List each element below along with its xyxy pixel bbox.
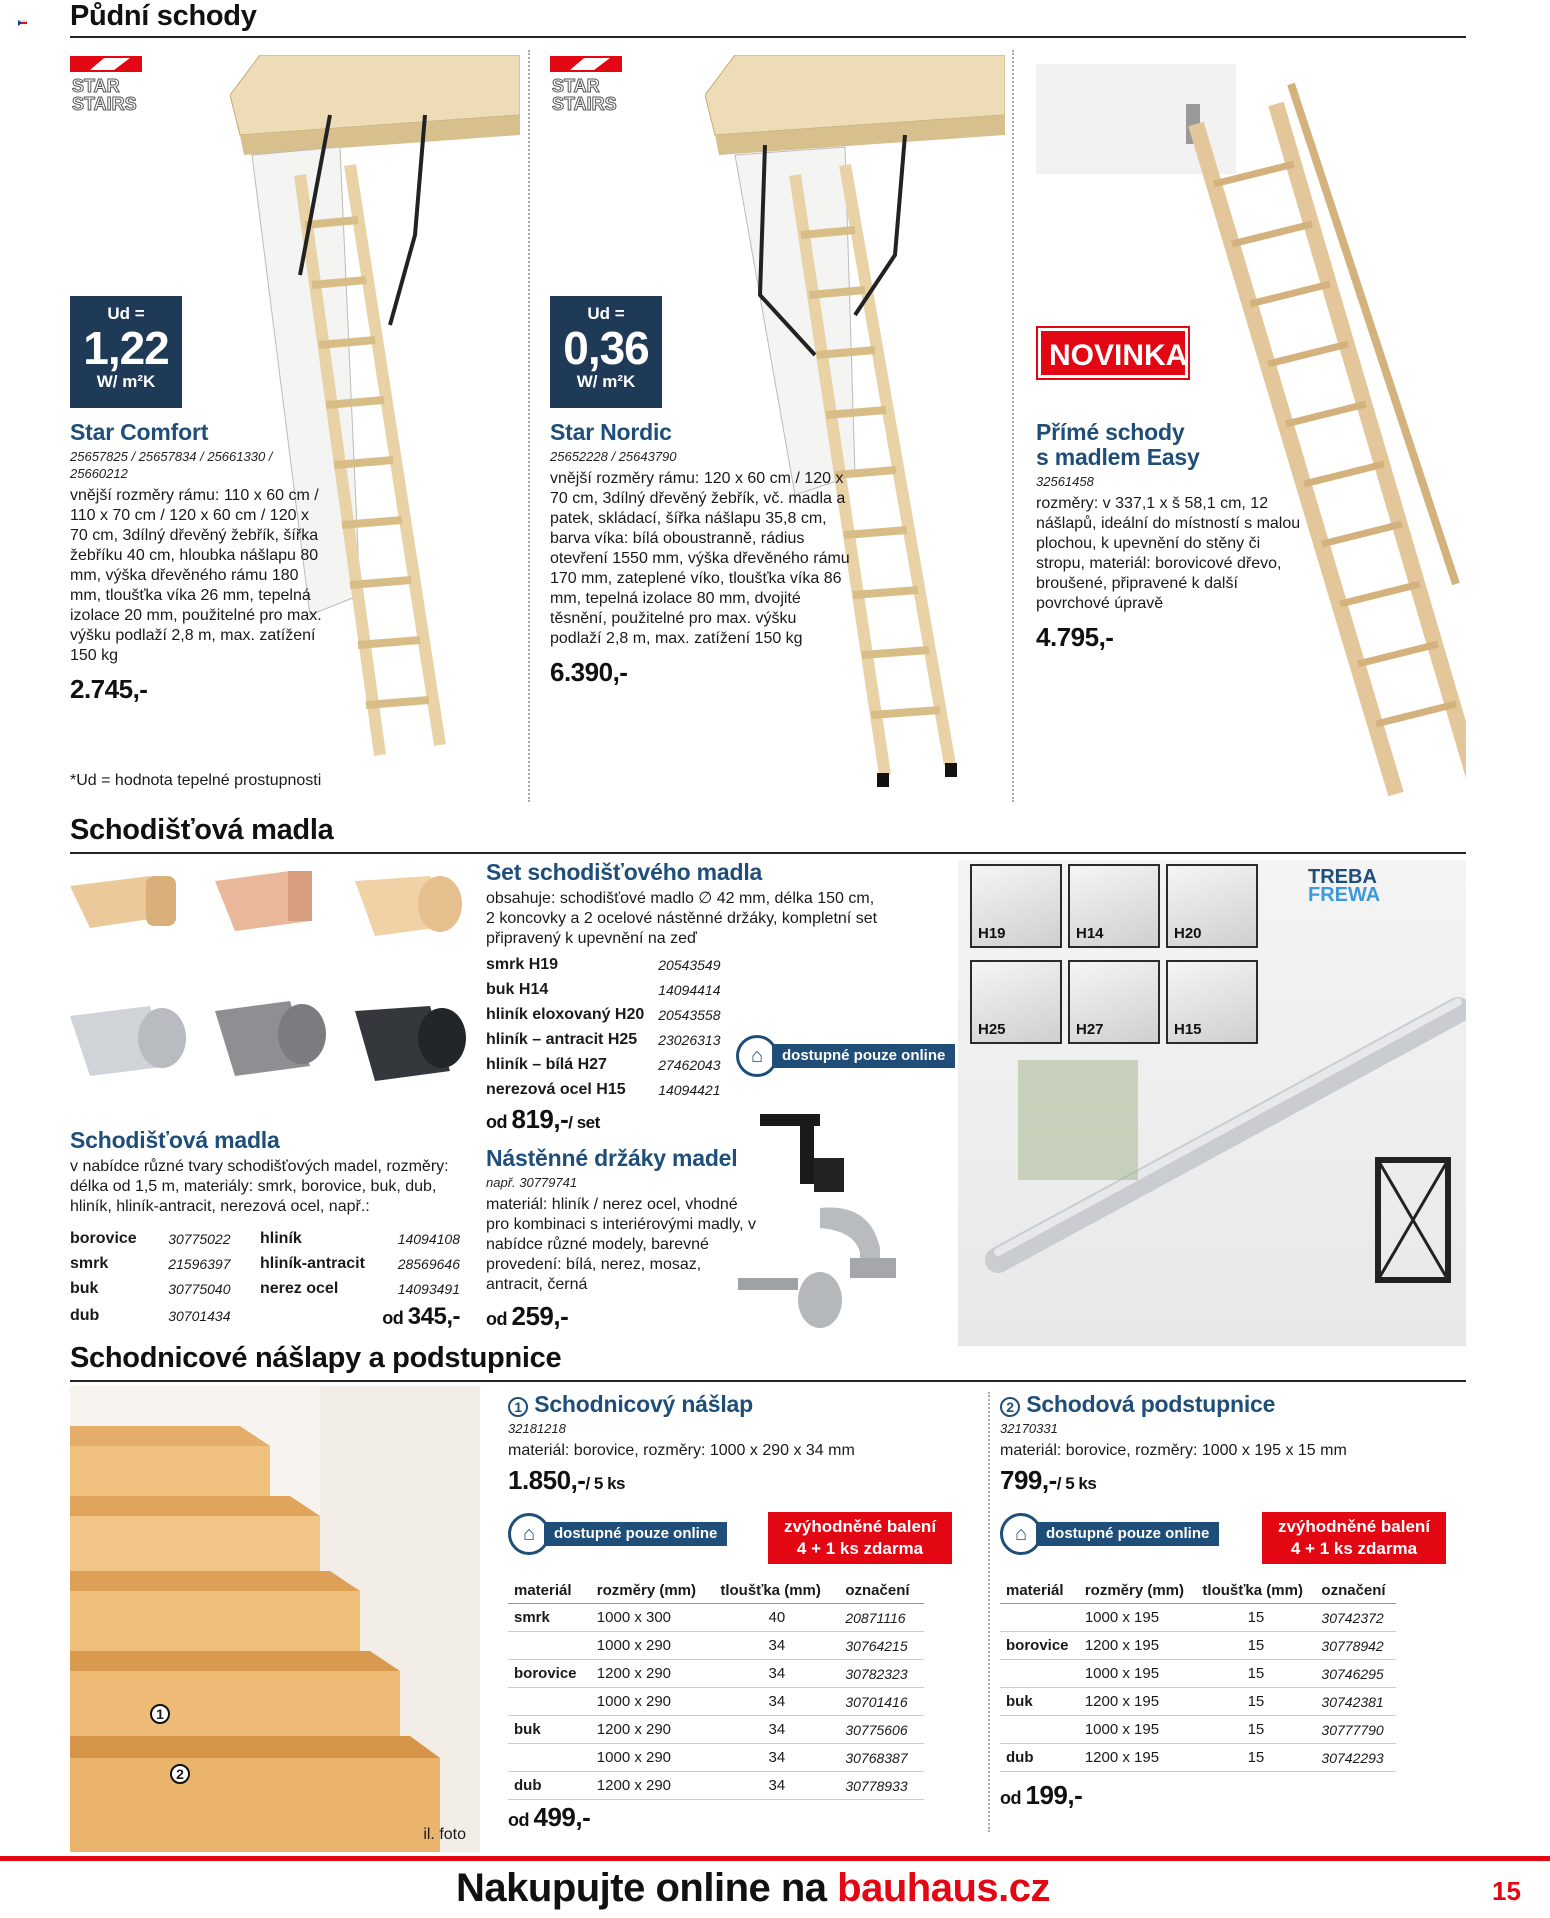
star-stairs-logo <box>70 56 142 117</box>
table-row <box>508 1688 924 1716</box>
cell-code: 30742293 <box>1315 1744 1396 1772</box>
cell-material: borovice <box>1000 1632 1079 1660</box>
price-prefix: od <box>382 1308 408 1328</box>
easy-stairs-name-2: s madlem Easy <box>1036 444 1200 470</box>
rail-set-price <box>486 1104 600 1135</box>
set-code: 20543558 <box>658 1006 721 1023</box>
rails-section-title: Schodišťová madla <box>70 814 334 846</box>
table-row <box>1000 1604 1396 1632</box>
cell-code: 30746295 <box>1315 1660 1396 1688</box>
tread-promo-badge <box>768 1512 952 1564</box>
rail-set-info <box>486 860 886 949</box>
variant-tile-h20[interactable] <box>1166 864 1258 948</box>
table-row <box>1000 1688 1396 1716</box>
variant-label: H15 <box>1174 1021 1202 1038</box>
cell-material <box>508 1688 591 1716</box>
price-value: 499,- <box>533 1802 591 1832</box>
riser-online-badge[interactable] <box>1000 1516 1219 1552</box>
set-code: 20543549 <box>658 956 721 973</box>
cell-thickness: 34 <box>714 1772 839 1800</box>
column-divider <box>988 1392 990 1832</box>
col-header: rozměry (mm) <box>1079 1578 1197 1604</box>
brackets-price <box>486 1301 756 1332</box>
brackets-desc: materiál: hliník / nerez ocel, vhodné pro kombinaci s interiérovými madly, v nabídce různé modely, barevné provedení: bílá, nerez, mosaz, antracit, černá <box>486 1196 757 1293</box>
price-value: 819,- <box>511 1104 569 1134</box>
cell-code: 30764215 <box>839 1632 924 1660</box>
svg-text:STAIRS: STAIRS <box>72 94 137 112</box>
cell-thickness: 34 <box>714 1716 839 1744</box>
set-variant: hliník – bílá H27 <box>486 1055 607 1073</box>
cart-icon: ⌂ <box>736 1035 778 1077</box>
brackets-info <box>486 1146 756 1332</box>
steps-rule <box>70 1380 1466 1382</box>
ud-value: 0,36 <box>563 322 649 374</box>
variant-label: H25 <box>978 1021 1006 1038</box>
set-code: 23026313 <box>658 1031 721 1048</box>
tread-price <box>508 1465 978 1496</box>
set-variant: hliník – antracit H25 <box>486 1030 638 1048</box>
column-divider <box>528 50 530 802</box>
price-suffix: / set <box>568 1113 600 1132</box>
ud-label: Ud = <box>587 304 625 323</box>
photo-note: il. foto <box>423 1826 466 1843</box>
riser-table <box>1000 1578 1396 1772</box>
cell-code: 30778933 <box>839 1772 924 1800</box>
cell-material: buk <box>1000 1688 1079 1716</box>
cell-code: 30742372 <box>1315 1604 1396 1632</box>
variant-tile-h14[interactable] <box>1068 864 1160 948</box>
variant-label: H27 <box>1076 1021 1104 1038</box>
cell-code: 30782323 <box>839 1660 924 1688</box>
rail-set-online-badge[interactable] <box>736 1038 955 1074</box>
table-header <box>1000 1578 1396 1604</box>
cart-icon: ⌂ <box>508 1513 550 1555</box>
rail-material: smrk <box>70 1254 109 1272</box>
variant-label: H20 <box>1174 925 1202 942</box>
brackets-name: Nástěnné držáky madel <box>486 1145 738 1171</box>
table-row <box>1000 1716 1396 1744</box>
table-row <box>1000 1744 1396 1772</box>
table-row <box>70 1276 260 1301</box>
cell-code: 20871116 <box>839 1604 924 1632</box>
price-suffix: / 5 ks <box>1056 1474 1097 1493</box>
stairs-photo <box>70 1386 480 1852</box>
tread-code: 32181218 <box>508 1421 566 1436</box>
variant-tile-h15[interactable] <box>1166 960 1258 1044</box>
set-variant: nerezová ocel H15 <box>486 1080 626 1098</box>
online-badge-label: dostupné pouze online <box>544 1522 727 1546</box>
cell-size: 1200 x 290 <box>591 1772 715 1800</box>
cell-material: smrk <box>508 1604 591 1632</box>
cell-material <box>1000 1716 1079 1744</box>
table-row <box>260 1251 460 1276</box>
cell-thickness: 15 <box>1196 1688 1315 1716</box>
cell-code: 30742381 <box>1315 1688 1396 1716</box>
price-value: 1.850,- <box>508 1465 586 1495</box>
riser-desc: materiál: borovice, rozměry: 1000 x 195 x 15 mm <box>1000 1442 1347 1459</box>
tread-table <box>508 1578 924 1800</box>
rail-material: hliník-antracit <box>260 1254 365 1272</box>
rail-code: 30701434 <box>168 1308 231 1324</box>
cell-material: dub <box>508 1772 591 1800</box>
rails-info <box>70 1128 460 1217</box>
tread-online-badge[interactable] <box>508 1516 727 1552</box>
cell-material <box>508 1744 591 1772</box>
promo-line-2: 4 + 1 ks zdarma <box>1290 1539 1418 1558</box>
footer-brand-link[interactable]: bauhaus.cz <box>837 1866 1050 1910</box>
rail-profiles-photo <box>70 866 470 1116</box>
rails-desc: v nabídce různé tvary schodišťových madel, rozměry: délka od 1,5 m, materiály: smrk, borovice, buk, dub, hliník, hliník-antracit, nerezová ocel, např.: <box>70 1158 449 1215</box>
cell-thickness: 34 <box>714 1632 839 1660</box>
col-header: tloušťka (mm) <box>714 1578 839 1604</box>
cell-thickness: 34 <box>714 1744 839 1772</box>
tread-from-price <box>508 1802 590 1833</box>
star-stairs-logo-icon <box>70 56 142 112</box>
set-code: 14094414 <box>658 981 721 998</box>
treba-frewa-logo <box>1308 868 1380 904</box>
rail-material: nerez ocel <box>260 1279 339 1297</box>
star-comfort-info <box>70 420 330 705</box>
star-stairs-logo-2 <box>550 56 622 117</box>
rail-set-name: Set schodišťového madla <box>486 859 763 885</box>
table-row <box>70 1226 260 1251</box>
ud-label: Ud = <box>107 304 145 323</box>
cart-icon: ⌂ <box>1000 1513 1042 1555</box>
cell-thickness: 15 <box>1196 1632 1315 1660</box>
easy-stairs-info <box>1036 420 1306 653</box>
col-header: materiál <box>1000 1578 1079 1604</box>
table-row <box>508 1632 924 1660</box>
brand-line-1: TREBA <box>1308 866 1377 888</box>
price-prefix: od <box>508 1810 534 1830</box>
price-value: 345,- <box>407 1303 460 1330</box>
svg-text:STAR: STAR <box>72 76 120 96</box>
marker-2: 2 <box>170 1764 190 1784</box>
cell-code: 30778942 <box>1315 1632 1396 1660</box>
cell-thickness: 15 <box>1196 1604 1315 1632</box>
riser-code: 32170331 <box>1000 1421 1058 1436</box>
rails-price <box>375 1301 460 1333</box>
easy-stairs-price: 4.795,- <box>1036 622 1114 652</box>
rail-code: 30775040 <box>168 1280 231 1297</box>
easy-stairs-desc: rozměry: v 337,1 x š 58,1 cm, 12 nášlapů, ideální do místností s malou plochou, k upevnění do stěny či stropu, materiál: borovicové dřevo, broušené, připravené k další povrchové úpravě <box>1036 495 1301 612</box>
price-value: 199,- <box>1025 1780 1083 1810</box>
riser-info <box>1000 1392 1466 1496</box>
cell-size: 1200 x 195 <box>1079 1744 1197 1772</box>
variant-tile-h19[interactable] <box>970 864 1062 948</box>
set-variant: hliník eloxovaný H20 <box>486 1005 645 1023</box>
column-divider <box>1012 50 1014 802</box>
star-nordic-name: Star Nordic <box>550 419 672 445</box>
cell-thickness: 34 <box>714 1688 839 1716</box>
flag-icon <box>18 20 27 26</box>
riser-promo-badge <box>1262 1512 1446 1564</box>
riser-name <box>1000 1392 1466 1417</box>
cell-size: 1000 x 195 <box>1079 1604 1197 1632</box>
price-value: 799,- <box>1000 1465 1057 1495</box>
ud-unit: W/ m²K <box>576 372 636 391</box>
cell-thickness: 15 <box>1196 1660 1315 1688</box>
cell-material <box>1000 1604 1079 1632</box>
cell-size: 1000 x 195 <box>1079 1660 1197 1688</box>
set-variant: buk H14 <box>486 980 549 998</box>
steps-section-title: Schodnicové nášlapy a podstupnice <box>70 1342 562 1374</box>
rail-set-table <box>486 952 726 1102</box>
tread-title: Schodnicový nášlap <box>534 1391 754 1417</box>
table-row <box>508 1716 924 1744</box>
brackets-code: např. 30779741 <box>486 1175 578 1190</box>
cell-size: 1200 x 195 <box>1079 1688 1197 1716</box>
riser-price <box>1000 1465 1466 1496</box>
brand-line-2: FREWA <box>1308 884 1381 906</box>
star-nordic-info <box>550 420 850 688</box>
rail-code: 14094108 <box>397 1230 460 1247</box>
col-header: označení <box>1315 1578 1396 1604</box>
cell-size: 1000 x 300 <box>591 1604 715 1632</box>
riser-title: Schodová podstupnice <box>1026 1391 1276 1417</box>
table-row <box>486 1052 726 1077</box>
promo-line-2: 4 + 1 ks zdarma <box>796 1539 924 1558</box>
price-suffix: / 5 ks <box>585 1474 625 1493</box>
price-prefix: od <box>486 1309 512 1329</box>
star-nordic-desc: vnější rozměry rámu: 120 x 60 cm / 120 x 70 cm, 3dílný dřevěný žebřík, vč. madla a patek, skládací, šířka nášlapu 35,8 cm, barva víka: bílá oboustranně, rádius otevření 1550 mm, výška dřevěného rámu 170 mm, zateplené víko, tloušťka víka 86 mm, tepelná izolace 80 mm, dvojité těsnění, použitelné pro max. výšku podlaží 2,8 m, max. zatížení 150 kg <box>550 470 850 647</box>
page-number: 15 <box>1492 1876 1521 1906</box>
cell-material: borovice <box>508 1660 591 1688</box>
star-comfort-price: 2.745,- <box>70 674 148 704</box>
price-prefix: od <box>1000 1788 1026 1808</box>
cell-size: 1000 x 290 <box>591 1688 715 1716</box>
marker-1: 1 <box>150 1704 170 1724</box>
table-row <box>486 1027 726 1052</box>
rail-material: dub <box>70 1307 100 1324</box>
svg-text:STAIRS: STAIRS <box>552 94 617 112</box>
cell-material <box>508 1632 591 1660</box>
rails-product-name: Schodišťová madla <box>70 1127 280 1153</box>
easy-stairs-code: 32561458 <box>1036 474 1094 489</box>
cell-material: buk <box>508 1716 591 1744</box>
variant-tile-h25[interactable] <box>970 960 1062 1044</box>
star-stairs-logo-icon <box>550 56 622 112</box>
cell-material: dub <box>1000 1744 1079 1772</box>
table-row <box>1000 1660 1396 1688</box>
tread-desc: materiál: borovice, rozměry: 1000 x 290 x 34 mm <box>508 1442 855 1459</box>
easy-stairs-name-1: Přímé schody <box>1036 419 1185 445</box>
rail-code: 28569646 <box>397 1255 460 1272</box>
promo-line-1: zvýhodněné balení <box>1277 1517 1431 1536</box>
table-row <box>70 1251 260 1276</box>
footer-cta[interactable] <box>456 1866 1050 1911</box>
price-prefix: od <box>486 1112 512 1132</box>
table-row <box>486 952 726 977</box>
star-comfort-name: Star Comfort <box>70 419 209 445</box>
riser-num: 2 <box>1000 1397 1020 1417</box>
set-code: 14094421 <box>658 1081 721 1098</box>
cell-code: 30768387 <box>839 1744 924 1772</box>
promo-line-1: zvýhodněné balení <box>783 1517 937 1536</box>
page-title: Půdní schody <box>70 0 257 32</box>
table-row <box>486 1077 726 1102</box>
rail-material: buk <box>70 1279 99 1297</box>
cell-material <box>1000 1660 1079 1688</box>
table-row <box>260 1276 460 1301</box>
rail-code: 14093491 <box>397 1280 460 1297</box>
set-variant: smrk H19 <box>486 955 559 973</box>
cell-size: 1000 x 195 <box>1079 1716 1197 1744</box>
star-nordic-ud-badge <box>550 296 662 408</box>
col-header: označení <box>839 1578 924 1604</box>
cell-code: 30777790 <box>1315 1716 1396 1744</box>
table-row <box>260 1226 460 1251</box>
cell-thickness: 15 <box>1196 1716 1315 1744</box>
cell-size: 1000 x 290 <box>591 1744 715 1772</box>
footer-bar <box>0 1856 1550 1861</box>
cell-code: 30701416 <box>839 1688 924 1716</box>
table-row <box>486 1002 726 1027</box>
cell-size: 1200 x 290 <box>591 1660 715 1688</box>
online-badge-label: dostupné pouze online <box>1036 1522 1219 1546</box>
table-row <box>508 1772 924 1800</box>
stairs-photo-svg <box>70 1386 480 1852</box>
cell-size: 1000 x 290 <box>591 1632 715 1660</box>
rail-code: 21596397 <box>168 1255 231 1272</box>
table-row <box>508 1744 924 1772</box>
footer-prefix: Nakupujte online na <box>456 1866 838 1910</box>
table-row <box>260 1301 460 1333</box>
star-nordic-codes: 25652228 / 25643790 <box>550 449 677 464</box>
cell-code: 30775606 <box>839 1716 924 1744</box>
ud-unit: W/ m²K <box>96 372 156 391</box>
table-row <box>508 1660 924 1688</box>
ud-footnote: *Ud = hodnota tepelné prostupnosti <box>70 772 322 789</box>
cell-size: 1200 x 290 <box>591 1716 715 1744</box>
price-value: 259,- <box>511 1301 569 1331</box>
table-row <box>70 1301 260 1331</box>
tread-name <box>508 1392 978 1417</box>
cell-size: 1200 x 195 <box>1079 1632 1197 1660</box>
variant-label: H19 <box>978 925 1006 942</box>
rail-material: borovice <box>70 1229 137 1247</box>
star-comfort-codes: 25657825 / 25657834 / 25661330 / 25660212 <box>70 449 273 481</box>
table-row <box>486 977 726 1002</box>
rail-set-desc: obsahuje: schodišťové madlo ∅ 42 mm, délka 150 cm, 2 koncovky a 2 ocelové nástěnné držáky, kompletní set připravený k upevnění na zeď <box>486 890 878 947</box>
tread-info <box>508 1392 978 1496</box>
online-badge-label: dostupné pouze online <box>772 1044 955 1068</box>
star-nordic-price: 6.390,- <box>550 657 628 687</box>
star-comfort-desc: vnější rozměry rámu: 110 x 60 cm / 110 x 70 cm / 120 x 60 cm / 120 x 70 cm, 3dílný dřevěný žebřík, šířka žebříku 40 cm, hloubka nášlapu 80 mm, výška dřevěného rámu 180 mm, tloušťka víka 26 mm, tepelná izolace 20 mm, použitelné pro max. výšku podlaží 2,8 m, max. zatížení 150 kg <box>70 487 322 664</box>
col-header: tloušťka (mm) <box>1196 1578 1315 1604</box>
variant-tile-h27[interactable] <box>1068 960 1160 1044</box>
rail-set-photo <box>958 860 1466 1346</box>
variant-label: H14 <box>1076 925 1104 942</box>
set-code: 27462043 <box>658 1056 721 1073</box>
riser-from-price <box>1000 1780 1082 1811</box>
star-comfort-ud-badge <box>70 296 182 408</box>
table-header <box>508 1578 924 1604</box>
tread-num: 1 <box>508 1397 528 1417</box>
col-header: materiál <box>508 1578 591 1604</box>
novinka-badge: NOVINKA <box>1038 328 1188 378</box>
cell-thickness: 15 <box>1196 1744 1315 1772</box>
svg-text:STAR: STAR <box>552 76 600 96</box>
col-header: rozměry (mm) <box>591 1578 715 1604</box>
table-row <box>1000 1632 1396 1660</box>
title-rule <box>70 36 1466 38</box>
cell-thickness: 34 <box>714 1660 839 1688</box>
brackets-photo <box>730 1108 940 1338</box>
table-row <box>508 1604 924 1632</box>
rail-code: 30775022 <box>168 1230 231 1247</box>
rails-rule <box>70 852 1466 854</box>
rail-material: hliník <box>260 1229 302 1247</box>
ud-value: 1,22 <box>83 322 169 374</box>
cell-thickness: 40 <box>714 1604 839 1632</box>
